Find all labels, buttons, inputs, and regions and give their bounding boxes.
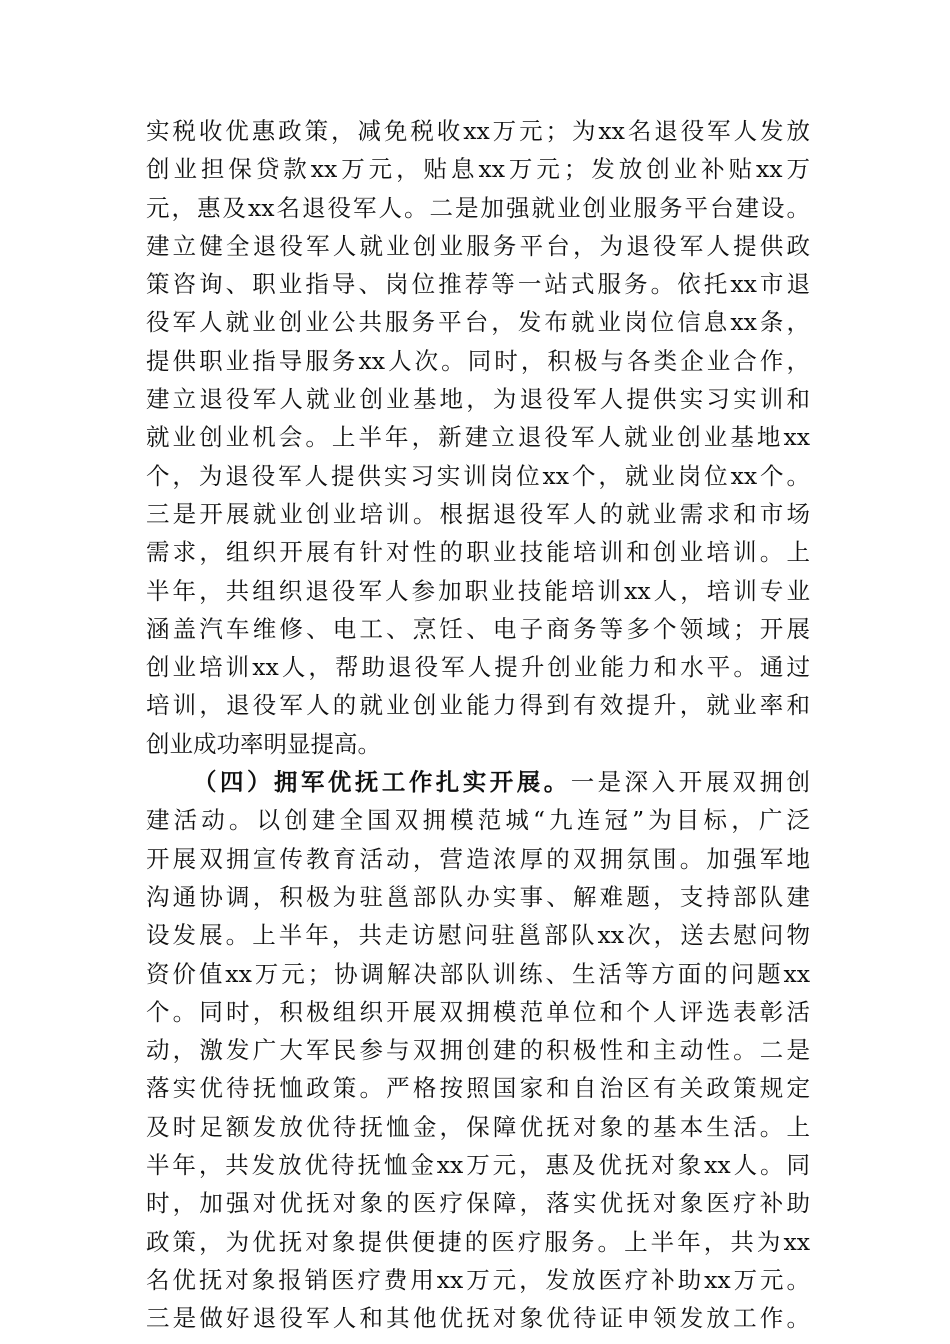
text-line: 建活动。以创建全国双拥模范城“九连冠”为目标，广泛 xyxy=(146,806,810,835)
text-line: 半年，共发放优待抚恤金xx万元，惠及优抚对象xx人。同 xyxy=(146,1151,810,1180)
section-first-line xyxy=(146,763,810,801)
text-line: 创业培训xx人，帮助退役军人提升创业能力和水平。通过 xyxy=(146,653,810,682)
text-line: 提供职业指导服务xx人次。同时，积极与各类企业合作， xyxy=(146,346,810,375)
text-line: 三是开展就业创业培训。根据退役军人的就业需求和市场 xyxy=(146,499,810,528)
text-line: 设发展。上半年，共走访慰问驻邕部队xx次，送去慰问物 xyxy=(146,921,810,950)
text-line: 元，惠及xx名退役军人。二是加强就业创业服务平台建设。 xyxy=(146,193,810,222)
paragraph-military-support xyxy=(146,763,810,1337)
text-line: 及时足额发放优待抚恤金，保障优抚对象的基本生活。上 xyxy=(146,1112,810,1141)
text-line: 时，加强对优抚对象的医疗保障，落实优抚对象医疗补助 xyxy=(146,1189,810,1218)
text-line: 名优抚对象报销医疗费用xx万元，发放医疗补助xx万元。 xyxy=(146,1265,810,1294)
text-line: 策咨询、职业指导、岗位推荐等一站式服务。依托xx市退 xyxy=(146,270,810,299)
paragraph-employment xyxy=(146,112,810,763)
text-line: 实税收优惠政策，减免税收xx万元；为xx名退役军人发放 xyxy=(146,117,810,145)
text-line: 培训，退役军人的就业创业能力得到有效提升，就业率和 xyxy=(146,691,810,720)
text-line: 沟通协调，积极为驻邕部队办实事、解难题，支持部队建 xyxy=(146,882,810,911)
section-heading: （四）拥军优抚工作扎实开展。 xyxy=(193,768,571,797)
section-first-line-text: 一是深入开展双拥创 xyxy=(570,768,810,797)
text-line: 建立健全退役军人就业创业服务平台，为退役军人提供政 xyxy=(146,231,810,260)
text-line: 创业成功率明显提高。 xyxy=(146,729,381,758)
text-line: 动，激发广大军民参与双拥创建的积极性和主动性。二是 xyxy=(146,1036,810,1065)
text-line: 半年，共组织退役军人参加职业技能培训xx人，培训专业 xyxy=(146,576,810,605)
text-line: 涵盖汽车维修、电工、烹饪、电子商务等多个领域；开展 xyxy=(146,614,810,643)
text-line: 个，为退役军人提供实习实训岗位xx个，就业岗位xx个。 xyxy=(146,461,810,490)
text-line: 就业创业机会。上半年，新建立退役军人就业创业基地xx xyxy=(146,423,810,452)
text-line: 三是做好退役军人和其他优抚对象优待证申领发放工作。 xyxy=(146,1304,810,1333)
document-page xyxy=(146,112,810,1338)
text-line: 政策，为优抚对象提供便捷的医疗服务。上半年，共为xx xyxy=(146,1227,810,1256)
text-line: 落实优待抚恤政策。严格按照国家和自治区有关政策规定 xyxy=(146,1074,810,1103)
text-line: 需求，组织开展有针对性的职业技能培训和创业培训。上 xyxy=(146,538,810,567)
text-line: 个。同时，积极组织开展双拥模范单位和个人评选表彰活 xyxy=(146,997,810,1026)
text-line: 建立退役军人就业创业基地，为退役军人提供实习实训和 xyxy=(146,385,810,414)
text-line: 役军人就业创业公共服务平台，发布就业岗位信息xx条， xyxy=(146,308,810,337)
text-line: 资价值xx万元；协调解决部队训练、生活等方面的问题xx xyxy=(146,959,810,988)
text-line: 开展双拥宣传教育活动，营造浓厚的双拥氛围。加强军地 xyxy=(146,844,810,873)
text-line: 创业担保贷款xx万元，贴息xx万元；发放创业补贴xx万 xyxy=(146,155,810,184)
